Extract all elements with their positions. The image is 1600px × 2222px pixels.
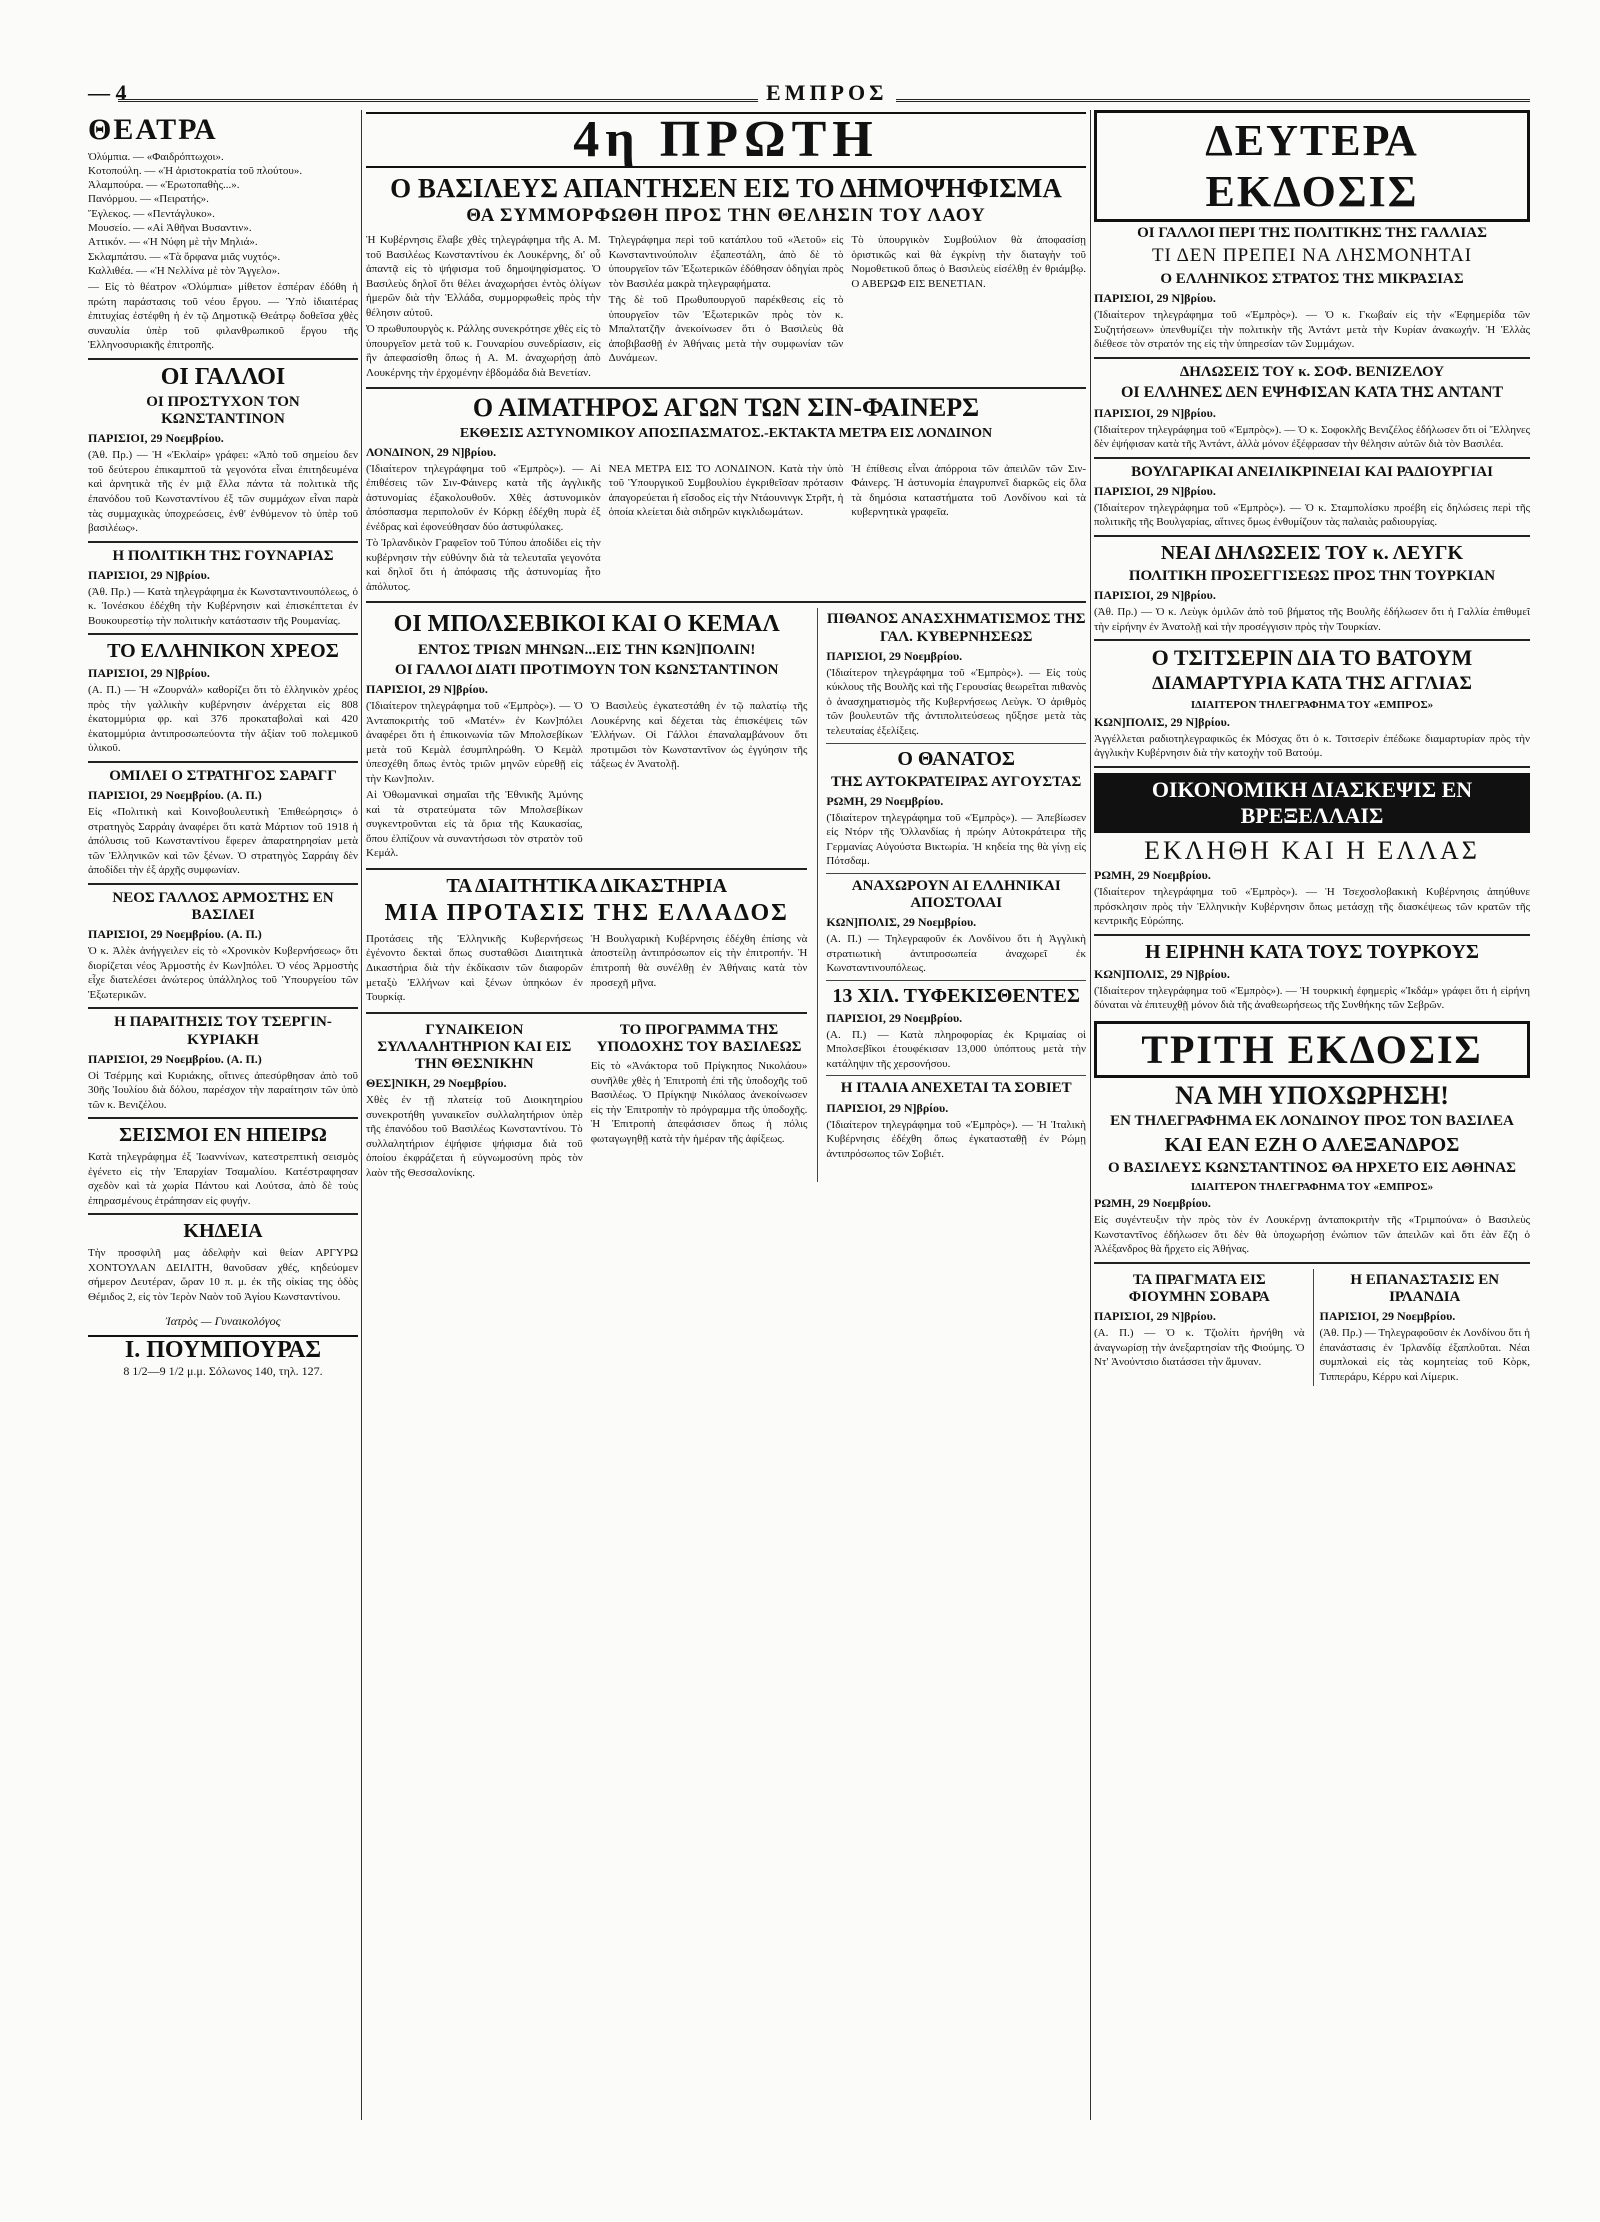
dateline: ΠΑΡΙΣΙΟΙ, 29 Ν]βρίου.: [1094, 588, 1216, 603]
article-text: Ὁ πρωθυπουργὸς κ. Ράλλης συνεκρότησε χθὲς εἰς τὸ ὑπουργεῖον μετὰ τοῦ κ. Γουναρίου συνεδρίασιν, εἰς ἣν ἀπεφασίσθη ὅπως ἡ Α. Μ. ἀναχωρήσῃ ἀπὸ Λουκέρνης τὴν ἐρχομένην ἑβδομάδα διὰ Βενετίαν.: [366, 323, 601, 379]
list-item: Αττικόν. — «Ἡ Νύφη μὲ τὴν Μηλιά».: [88, 236, 258, 249]
divider: [88, 541, 358, 543]
article-subheadline: ΤΙ ΔΕΝ ΠΡΕΠΕΙ ΝΑ ΛΗΣΜΟΝΗΤΑΙ: [1151, 245, 1473, 267]
list-item: Κοτοπούλη. — «Ἡ ἀριστοκρατία τοῦ πλούτου».: [88, 164, 303, 177]
right-column: [1094, 110, 1530, 2120]
article-headline: ΝΕΟΣ ΓΑΛΛΟΣ ΑΡΜΟΣΤΗΣ ΕΝ ΒΑΣΙΛΕΙ: [112, 889, 334, 923]
article-text: Χθὲς ἐν τῇ πλατείᾳ τοῦ Διοικητηρίου συνεκροτήθη γυναικεῖον συλλαλητήριον ὑπὲρ τῆς ἐπανόδου τοῦ Βασιλέως Κωνσταντίνου. Τὸ συλλαλητήριον ἐψήφισε ψήφισμα διὰ τοῦ ὁποίου ἐκφράζεται ἡ εὐγνωμοσύνη πρὸς τὸν λαὸν τῆς Θεσσαλονίκης.: [366, 1094, 583, 1179]
article-subheadline: ΕΚΘΕΣΙΣ ΑΣΤΥΝΟΜΙΚΟΥ ΑΠΟΣΠΑΣΜΑΤΟΣ.-ΕΚΤΑΚΤΑ ΜΕΤΡΑ ΕΙΣ ΛΟΝΔΙΝΟΝ: [459, 425, 993, 441]
article-text: (Α. Π.) — Κατὰ πληροφορίας ἐκ Κριμαίας οἱ Μπολσεβῖκοι ἐτουφέκισαν 13,000 ὑπόπτους μετὰ τὴν κατάληψιν τῆς χερσονήσου.: [826, 1028, 1086, 1070]
article-headline: ΓΥΝΑΙΚΕΙΟΝ ΣΥΛΛΑΛΗΤΗΡΙΟΝ ΚΑΙ ΕΙΣ ΤΗΝ ΘΕΣΝΙΚΗΝ: [377, 1021, 572, 1073]
article-text: Εἰς συγέντευξιν τὴν πρὸς τὸν ἐν Λουκέρνῃ ἀνταποκριτὴν τῆς «Τριμπούνα» ὁ Βασιλεὺς Κωνσταντῖνος ἐδήλωσεν ὅτι δὲν θὰ ὑποχωρήσῃ ἐνώπιον τῶν ἀπειλῶν καὶ ὅτι ἐὰν ἔζη ὁ Ἀλέξανδρος θὰ ἤρχετο εἰς Ἀθήνας.: [1094, 1214, 1530, 1256]
dateline: ΠΑΡΙΣΙΟΙ, 29 Ν]βρίου.: [1094, 291, 1216, 306]
divider: [826, 1075, 1086, 1076]
dateline: ΡΩΜΗ, 29 Νοεμβρίου.: [1094, 868, 1211, 883]
ad-name: Ι. ΠΟΥΜΠΟΥΡΑΣ: [88, 1335, 358, 1364]
divider: [366, 1012, 807, 1014]
article-text: Τηλεγράφημα περὶ τοῦ κατάπλου τοῦ «Ἀετοῦ» εἰς Κωνσταντινούπολιν ἐξαπεστάλη, ἀπὸ δὲ τὸ ὑπουργεῖον τῶν Ἐξωτερικῶν ἐδόθησαν ὁδηγίαι πρὸς τὸν Βασιλέα μακρὰ τηλεγραφήματα.: [608, 234, 844, 290]
article-text: Εἰς τὸ «Ἀνάκτορα τοῦ Πρίγκηπος Νικολάου» συνῆλθε χθὲς ἡ Ἐπιτροπὴ ἐπὶ τῆς ὑποδοχῆς τοῦ Βασιλέως. Ὁ Πρίγκηψ Νικόλαος ἀνεκοίνωσεν εἰς τὴν Ἐπιτροπὴν τὸ πρόγραμμα τῆς ὑποδοχῆς. Ἡ Ἐπιτροπὴ ἀπεφάσισεν ὅπως ἡ πόλις φωταγωγηθῇ κατὰ τὴν ἡμέραν τῆς ἀφίξεως.: [590, 1060, 808, 1145]
dateline: ΠΑΡΙΣΙΟΙ, 29 Ν]βρίου.: [366, 682, 488, 697]
divider: [88, 761, 358, 763]
article-headline: ΟΙ ΜΠΟΛΣΕΒΙΚΟΙ ΚΑΙ Ο ΚΕΜΑΛ: [393, 611, 780, 638]
dateline: ΠΑΡΙΣΙΟΙ, 29 Νοεμβρίου. (Α. Π.): [88, 927, 262, 942]
theatres-title: ΘΕΑΤΡΑ: [88, 113, 218, 146]
main-headline: Ο ΒΑΣΙΛΕΥΣ ΑΠΑΝΤΗΣΕΝ ΕΙΣ ΤΟ ΔΗΜΟΨΗΦΙΣΜΑ: [390, 173, 1062, 203]
newspaper-name: ΕΜΠΡΟΣ: [758, 80, 896, 106]
article-subheadline: ΠΟΛΙΤΙΚΗ ΠΡΟΣΕΓΓΙΣΕΩΣ ΠΡΟΣ ΤΗΝ ΤΟΥΡΚΙΑΝ: [1128, 567, 1496, 584]
article-subheadline: ΟΙ ΕΛΛΗΝΕΣ ΔΕΝ ΕΨΗΦΙΣΑΝ ΚΑΤΑ ΤΗΣ ΑΝΤΑΝΤ: [1120, 384, 1504, 402]
divider: [826, 873, 1086, 874]
article-text: Οἱ Τσέρμης καὶ Κυριάκης, οἵτινες ἀπεσύρθησαν ἀπὸ τοῦ 30ῆς Ἰουλίου διὰ δόλου, παρέσχον τὴν παραίτησιν τῶν ὑπὸ τῶν κ. Βενιζέλου.: [88, 1069, 358, 1111]
divider: [1094, 934, 1530, 936]
article-subheadline: ΕΝ ΤΗΛΕΓΡΑΦΗΜΑ ΕΚ ΛΟΝΔΙΝΟΥ ΠΡΟΣ ΤΟΝ ΒΑΣΙΛΕΑ: [1110, 1113, 1514, 1130]
divider: [88, 633, 358, 635]
divider: [88, 1213, 358, 1215]
article-headline: Ο ΑΙΜΑΤΗΡΟΣ ΑΓΩΝ ΤΩΝ ΣΙΝ-ΦΑΙΝΕΡΣ: [472, 393, 980, 423]
article-text: (Ἰδιαίτερον τηλεγράφημα τοῦ «Ἐμπρὸς»). — Ἡ τουρκικὴ ἐφημερὶς «Ἰκδάμ» γράφει ὅτι ἡ εἰρήνη δύναται νὰ ἐπιτευχθῇ μόνον διὰ τῆς ἀναθεωρήσεως τῆς Συνθήκης τῶν Σεβρῶν.: [1094, 984, 1530, 1012]
divider: [1094, 357, 1530, 359]
article-headline: ΣΕΙΣΜΟΙ ΕΝ ΗΠΕΙΡΩ: [119, 1124, 327, 1147]
article-headline: ΟΙ ΓΑΛΛΟΙ: [160, 363, 286, 390]
divider: [1094, 766, 1530, 768]
article-text: Προτάσεις τῆς Ἑλληνικῆς Κυβερνήσεως ἐγένοντο δεκταὶ ὅπως συσταθῶσι Διαιτητικὰ Δικαστήρια διὰ τὴν ἐκδίκασιν τῶν διαφορῶν μεταξὺ Ἑλλήνων καὶ ξένων ὑπηκόων ἐν Τουρκίᾳ.: [366, 932, 583, 1004]
article-headline: ΝΕΑΙ ΔΗΛΩΣΕΙΣ ΤΟΥ κ. ΛΕΥΓΚ: [1160, 541, 1464, 564]
article-text: (Ἰδιαίτερον τηλεγράφημα τοῦ «Ἐμπρὸς»). — Ἀπεβίωσεν εἰς Ντόρν τῆς Ὀλλανδίας ἡ πρώην Αὐτοκράτειρα τῆς Γερμανίας Αὐγούστα Βικτωρία. Ἡ κηδεία της θὰ γίνῃ εἰς Πότσδαμ.: [826, 811, 1086, 868]
article-subheadline: ΙΔΙΑΙΤΕΡΟΝ ΤΗΛΕΓΡΑΦΗΜΑ ΤΟΥ «ΕΜΠΡΟΣ»: [1190, 699, 1434, 712]
article-headline: ΚΗΔΕΙΑ: [183, 1220, 263, 1243]
article-subheadline: ΟΙ ΓΑΛΛΟΙ ΔΙΑΤΙ ΠΡΟΤΙΜΟΥΝ ΤΟΝ ΚΩΝΣΤΑΝΤΙΝΟΝ: [394, 661, 779, 678]
article-subheadline: ΚΑΙ ΕΑΝ ΕΖΗ Ο ΑΛΕΞΑΝΔΡΟΣ: [1164, 1134, 1460, 1157]
masthead: [88, 80, 1530, 104]
dateline: ΚΩΝ]ΠΟΛΙΣ, 29 Νοεμβρίου.: [826, 915, 977, 930]
article-headline: ΟΜΙΛΕΙ Ο ΣΤΡΑΤΗΓΟΣ ΣΑΡΑΓΓ: [109, 767, 337, 784]
dateline: ΘΕΣ]ΝΙΚΗ, 29 Νοεμβρίου.: [366, 1076, 507, 1091]
article-body: [366, 231, 1086, 382]
list-item: Καλλιθέα. — «Ἡ Νελλίνα μὲ τὸν Ἄγγελο».: [88, 264, 280, 277]
edition-title: ΤΡΙΤΗ ΕΚΔΟΣΙΣ: [1094, 1021, 1530, 1078]
article-text: Κατὰ τηλεγράφημα ἐξ Ἰωαννίνων, κατεστρεπτικὴ σεισμὸς ἐγένετο εἰς τὴν Ἐπαρχίαν Τσαμαλίου. Κατέστραφησαν σχεδὸν καὶ τὰ χωρία Πάντου καὶ Λούτσα, ἀπὸ δὲ τοὺς ἐπηρασμένους ἐτράπησαν εἰς φυγήν.: [88, 1151, 358, 1207]
dateline: ΠΑΡΙΣΙΟΙ, 29 Ν]βρίου.: [1094, 1309, 1216, 1324]
article-text: Τὸ ὑπουργικὸν Συμβούλιον θὰ ἀποφασίσῃ ὁριστικῶς καὶ θὰ ἐγκρίνῃ τὴν διαταγὴν τοῦ Νομοθετικοῦ ὅπως ὁ Βασιλεὺς εἰσέλθῃ ἐν θριάμβῳ. Ο ΑΒΕΡΩΦ ΕΙΣ ΒΕΝΕΤΙΑΝ.: [851, 234, 1086, 290]
article-text: (Ἀθ. Πρ.) — Ὁ κ. Λεὺγκ ὁμιλῶν ἀπὸ τοῦ βήματος τῆς Βουλῆς ἐδήλωσεν ὅτι ἡ Γαλλία ἐπιθυμεῖ τὴν εἰρήνην ἐν Ἀνατολῇ καὶ τὴν προσέγγισιν πρὸς τὴν Τουρκίαν.: [1094, 606, 1530, 633]
article-text: (Ἀθ. Πρ.) — Ἡ «Ἐκλαίρ» γράφει: «Ἀπὸ τοῦ σημείου δεν τοῦ δεύτερου ἐπικαμπτοῦ τὰ γεγονότα εἶναι ἐπιτηδευμένα καὶ ἀρνητικὰ τῆς ἐν μιᾷ ἔλλα πάντα τὰ πολιτικὰ τῆς ἐπανόδου τοῦ Κωνσταντίνου ἐξ τῶν συμμάχων εἶναι παρὰ τὰς συμμαχικὰς ὑποχρεώσεις, ἐνθ' ἐνθύμενον τὸ ὑπὲρ τοῦ βασιλέως».: [88, 449, 358, 535]
list-item: Μουσείο. — «Αἱ Ἀθῆναι Βυσαντιν».: [88, 221, 252, 234]
article-headline: Η ΠΟΛΙΤΙΚΗ ΤΗΣ ΓΟΥΝΑΡΙΑΣ: [112, 547, 334, 564]
article-text: Τῆς δὲ τοῦ Πρωθυπουργοῦ παρέκθεσις εἰς τὸ ὑπουργεῖον τῶν Ἐξωτερικῶν πρὸς τὸν κ. Μπαλτατζῆν ἀνεκοίνωσεν ὅτι ὁ Βασιλεὺς θὰ ἀποβιβασθῇ ἐν Ἀθήναις μετὰ τὴν συμφωνίαν τῶν Δυνάμεων.: [608, 294, 844, 365]
article-text: (Ἰδιαίτερον τηλεγράφημα τοῦ «Ἐμπρὸς»). — Ὁ κ. Γκωβαίν εἰς τὴν «Ἐφημερίδα τῶν Συζητήσεων» ὑπενθυμίζει τὴν πολιτικὴν τῆς Ἀντάντ μετὰ τὴν Κυρίαν ἀνακωχήν. Ἡ Ἑλλὰς διέθεσε τὸν στρατόν της εἰς τὴν ὑπηρεσίαν τῶν Συμμάχων.: [1094, 309, 1530, 351]
article-headline: Ο ΘΑΝΑΤΟΣ: [897, 747, 1016, 770]
theatres-list: [88, 150, 358, 279]
article-headline: ΤΟ ΠΡΟΓΡΑΜΜΑ ΤΗΣ ΥΠΟΔΟΧΗΣ ΤΟΥ ΒΑΣΙΛΕΩΣ: [596, 1021, 802, 1055]
ad-subtitle: Ἰατρὸς — Γυναικολόγος: [165, 1314, 281, 1329]
page-number: — 4: [88, 80, 127, 105]
dateline: ΠΑΡΙΣΙΟΙ, 29 Νοεμβρίου.: [1319, 1309, 1456, 1324]
article-headline: 13 ΧΙΛ. ΤΥΦΕΚΙΣΘΕΝΤΕΣ: [832, 984, 1080, 1007]
list-item: Ἀλαμπούρα. — «Ἐρωτοπαθὴς...».: [88, 179, 240, 192]
article-headline: ΤΑ ΔΙΑΙΤΗΤΙΚΑ ΔΙΚΑΣΤΗΡΙΑ: [446, 874, 728, 897]
article-text: Τὸ Ἰρλανδικὸν Γραφεῖον τοῦ Τύπου ἀποδίδει εἰς τὴν κυβέρνησιν τὴν εὐθύνην διὰ τὰ τελευταῖα γεγονότα καὶ δηλοῖ ὅτι ἡ ἀπόφασις τῆς ἀστυνομίας ἦτο ἀπόλυτος.: [366, 537, 601, 593]
column-divider: [1090, 110, 1091, 2120]
dateline: ΠΑΡΙΣΙΟΙ, 29 Νοεμβρίου.: [826, 648, 963, 663]
list-item: Σκλαμπάτσυ. — «Τὰ ὄρφανα μιᾶς νυχτός».: [88, 250, 281, 263]
edition-title: 4η ΠΡΩΤΗ: [366, 112, 1086, 168]
article-subheadline: ΔΙΑΜΑΡΤΥΡΙΑ ΚΑΤΑ ΤΗΣ ΑΓΓΛΙΑΣ: [1152, 673, 1472, 695]
article-headline: ΝΑ ΜΗ ΥΠΟΧΩΡΗΣΗ!: [1175, 1080, 1449, 1110]
article-subheadline: Ο ΒΑΣΙΛΕΥΣ ΚΩΝΣΤΑΝΤΙΝΟΣ ΘΑ ΗΡΧΕΤΟ ΕΙΣ ΑΘΗΝΑΣ: [1108, 1160, 1516, 1177]
article-text: Ἡ ἐπίθεσις εἶναι ἀπόρροια τῶν ἀπειλῶν τῶν Σιν-Φάινερς. Ἡ ἀστυνομία ἐπαγρυπνεῖ διαρκῶς εἰς ὅλα τὰ δημόσια καταστήματα τοῦ Λονδίνου καὶ τὰ κυβερνητικὰ γραφεῖα.: [851, 462, 1086, 519]
edition-title: ΔΕΥΤΕΡΑ ΕΚΔΟΣΙΣ: [1094, 110, 1530, 222]
divider: [88, 1117, 358, 1119]
dateline: ΠΑΡΙΣΙΟΙ, 29 Ν]βρίου.: [1094, 483, 1216, 498]
article-text: (Ἰδιαίτερον τηλεγράφημα τοῦ «Ἐμπρὸς»). — Ὁ Ἀνταποκριτὴς τοῦ «Ματέν» ἐν Κων]πόλει ἀναφέρει ὅτι ἡ ἐπικοινωνία τῶν Μπολσεβίκων μετὰ τοῦ Κεμὰλ ἐσυμπληρώθη. Ὁ Κεμὰλ ὑπεσχέθη ὅπως ἐντὸς τριῶν μηνῶν εὑρεθῇ εἰς τὴν Κων]πολιν.: [366, 700, 583, 785]
article-headline: ΟΙ ΓΑΛΛΟΙ ΠΕΡΙ ΤΗΣ ΠΟΛΙΤΙΚΗΣ ΤΗΣ ΓΑΛΛΙΑΣ: [1137, 225, 1487, 241]
middle-column: [366, 110, 1086, 2120]
article-headline: ΤΑ ΠΡΑΓΜΑΤΑ ΕΙΣ ΦΙΟΥΜΗΝ ΣΟΒΑΡΑ: [1128, 1271, 1270, 1306]
ad-hours: 8 1/2—9 1/2 μ.μ. Σόλωνος 140, τηλ. 127.: [123, 1364, 323, 1379]
dateline: ΠΑΡΙΣΙΟΙ, 29 Ν]βρίου.: [826, 1100, 949, 1115]
article-text: (Ἀθ. Πρ.) — Τηλεγραφοῦσιν ἐκ Λονδίνου ὅτι ἡ ἐπανάστασις ἐν Ἰρλανδίᾳ ἐξαπλοῦται. Νέαι συμπλοκαὶ εἰς τὰς κομητείας τοῦ Κὸρκ, Τιππεράρυ, Κέρρυ καὶ Λίμερικ.: [1319, 1327, 1530, 1383]
article-body: [366, 460, 1086, 597]
article-text: (Ἰδιαίτερον τηλεγράφημα τοῦ «Ἐμπρὸς»). — Ἡ Τσεχοσλοβακικὴ Κυβέρνησις ἀπηύθυνε πρόσκλησιν πρὸς τὴν Ἑλληνικὴν Κυβέρνησιν ὅπως μετάσχῃ τῆς διασκέψεως τῶν κρατῶν τῆς κεντρικῆς Εὐρώπης.: [1094, 886, 1530, 928]
article-headline: ΔΗΛΩΣΕΙΣ ΤΟΥ κ. ΣΟΦ. ΒΕΝΙΖΕΛΟΥ: [1179, 363, 1445, 380]
article-text: (Ἰδιαίτερον τηλεγράφημα τοῦ «Ἐμπρὸς»). — Ἡ Ἰταλικὴ Κυβέρνησις ἐδέχθη ὅπως ἐγκατασταθῇ ἐν Ρώμῃ ἀντιπρόσωπος τῶν Σοβιέτ.: [826, 1118, 1086, 1160]
divider: [1094, 639, 1530, 641]
article-text: Ὁ Βασιλεὺς ἐγκατεστάθη ἐν τῷ παλατίῳ τῆς Λουκέρνης καὶ δέχεται τὰς ἐπισκέψεις τῶν Ἑλλήνων. Οἱ Γάλλοι ἐπαναλαμβάνουν ὅτι προτιμῶσι τὸν Κωνσταντῖνον ὡς ἐγγύησιν τῆς τάξεως ἐν Ἀνατολῇ.: [590, 700, 808, 771]
divider: [366, 868, 807, 870]
divider: [366, 601, 1086, 603]
list-item: Ἔγλεκος. — «Πεντάγλυκο».: [88, 207, 215, 220]
article-text: Ἀγγέλλεται ραδιοτηλεγραφικῶς ἐκ Μόσχας ὅτι ὁ κ. Τσιτσερὶν ἐπέδωκε διαμαρτυρίαν πρὸς τὴν ἀγγλικὴν Κυβέρνησιν διὰ τὴν κατοχὴν τοῦ Βατούμ.: [1094, 732, 1530, 760]
dateline: ΠΑΡΙΣΙΟΙ, 29 Νοεμβρίου. (Α. Π.): [88, 1051, 262, 1066]
dateline: ΠΑΡΙΣΙΟΙ, 29 Νοεμβρίου. (Α. Π.): [88, 788, 262, 803]
article-text: (Ἀθ. Πρ.) — Κατὰ τηλεγράφημα ἐκ Κωνσταντινουπόλεως, ὁ κ. Ἰονέσκου ἐδέχθη τὴν Κυβέρνησιν καὶ ἐπισκέπτεται ἐν Βουκουρεστίῳ τὴν πολιτικὴν κατάστασιν τῆς Ρουμανίας.: [88, 585, 358, 627]
article-row: [366, 608, 1086, 1182]
article-headline: ΠΙΘΑΝΟΣ ΑΝΑΣΧΗΜΑΤΙΣΜΟΣ ΤΗΣ ΓΑΛ. ΚΥΒΕΡΝΗΣΕΩΣ: [826, 611, 1086, 645]
article-text: ΝΕΑ ΜΕΤΡΑ ΕΙΣ ΤΟ ΛΟΝΔΙΝΟΝ. Κατὰ τὴν ὑπὸ τοῦ Ὑπουργικοῦ Συμβουλίου ἐγκριθεῖσαν πρότασιν ἀπαγορεύεται ἡ εἴσοδος εἰς τὴν Ντάουνινγκ Στρῆτ, ἡ ὁποία κλείεται διὰ σιδηρῶν κιγκλιδωμάτων.: [608, 462, 844, 519]
article-headline: Η ΕΠΑΝΑΣΤΑΣΙΣ ΕΝ ΙΡΛΑΝΔΙΑ: [1350, 1271, 1500, 1306]
article-row: [1094, 1269, 1530, 1387]
article-text: (Α. Π.) — Ὁ κ. Τζιολίτι ἠρνήθη νὰ ἀναγνωρίσῃ τὴν ἀνεξαρτησίαν τῆς Φιούμης. Ὁ Ντ' Ἀνούντσιο διατάσσει τὴν ἄμυναν.: [1094, 1327, 1305, 1369]
article-headline: Η ΙΤΑΛΙΑ ΑΝΕΧΕΤΑΙ ΤΑ ΣΟΒΙΕΤ: [840, 1080, 1072, 1097]
divider: [1094, 535, 1530, 537]
dateline: ΚΩΝ]ΠΟΛΙΣ, 29 Ν]βρίου.: [1094, 714, 1230, 729]
list-item: Πανόρμου. — «Πειρατής».: [88, 193, 209, 206]
dateline: ΡΩΜΗ, 29 Νοεμβρίου.: [826, 793, 944, 808]
divider: [1094, 1262, 1530, 1264]
article-headline: ΟΙΚΟΝΟΜΙΚΗ ΔΙΑΣΚΕΨΙΣ ΕΝ ΒΡΕΞΕΛΛΑΙΣ: [1094, 773, 1530, 833]
article-text: (Α. Π.) — Τηλεγραφοῦν ἐκ Λονδίνου ὅτι ἡ Ἀγγλικὴ στρατιωτικὴ ἀντιπροσωπεία ἀναχωρεῖ ἐκ Κωνσταντινουπόλεως.: [826, 933, 1086, 975]
article-text: (Ἰδιαίτερον τηλεγράφημα τοῦ «Ἐμπρὸς»). — Αἱ ἐπιθέσεις τῶν Σιν-Φάινερς κατὰ τῆς ἀγγλικῆς ἀστυνομίας ἐξακολουθοῦν. Χθὲς ἀστυνομικὸν ἀπόσπασμα περιπολοῦν ἐν Κόρκῃ ἐδέχθη πυρὰ ἐξ ἐνέδρας καὶ ἐφονεύθησαν δύο ἀστυφύλακες.: [366, 462, 601, 533]
divider: [88, 358, 358, 360]
dateline: ΠΑΡΙΣΙΟΙ, 29 Νοεμβρίου.: [88, 431, 224, 446]
article-text: — Εἰς τὸ θέατρον «Ὀλύμπια» μίθετον ἑσπέραν ἐδόθη ἡ πρώτη παράστασις τοῦ νέου ἔργου. — Ὑπὸ ἰδιαιτέρας ἐπιτυχίας ἐστέφθη ἡ ἐν τῷ Δημοτικῷ Θεάτρῳ δοθεῖσα χθὲς συναυλία ὑπὲρ τοῦ φιλανθρωπικοῦ ἔργου τῆς Ἑλληνοσυριακῆς ἐπιτροπῆς.: [88, 281, 358, 352]
article-subheadline: ΕΚΛΗΘΗ ΚΑΙ Η ΕΛΛΑΣ: [1144, 835, 1480, 865]
article-headline: Η ΠΑΡΑΙΤΗΣΙΣ ΤΟΥ ΤΣΕΡΓΙΝ-ΚΥΡΙΑΚΗ: [114, 1014, 332, 1048]
article-headline: Ο ΤΣΙΤΣΕΡΙΝ ΔΙΑ ΤΟ ΒΑΤΟΥΜ: [1151, 645, 1473, 671]
dateline: ΠΑΡΙΣΙΟΙ, 29 Ν]βρίου.: [88, 666, 210, 681]
left-column: [88, 110, 358, 2120]
article-headline: ΤΟ ΕΛΛΗΝΙΚΟΝ ΧΡΕΟΣ: [107, 640, 339, 663]
main-subheadline: ΘΑ ΣΥΜΜΟΡΦΩΘΗ ΠΡΟΣ ΤΗΝ ΘΕΛΗΣΙΝ ΤΟΥ ΛΑΟΥ: [466, 205, 986, 227]
divider: [1094, 457, 1530, 459]
article-headline: Η ΕΙΡΗΝΗ ΚΑΤΑ ΤΟΥΣ ΤΟΥΡΚΟΥΣ: [1145, 940, 1479, 963]
divider: [88, 1007, 358, 1009]
article-text: (Α. Π.) — Ἡ «Ζουρνάλ» καθορίζει ὅτι τὸ ἑλληνικὸν χρέος πρὸς τὴν γαλλικὴν κυβέρνησιν ἀνέρχεται εἰς 808 ἑκατομμύρια φρ. καὶ 376 προκαταβολαὶ καὶ 420 ἑκατομμύρια ἀντιπροσωπεύοντα τὴν ἀξίαν τοῦ πολεμικοῦ ὑλικοῦ.: [88, 684, 358, 755]
article-subheadline: ΙΔΙΑΙΤΕΡΟΝ ΤΗΛΕΓΡΑΦΗΜΑ ΤΟΥ «ΕΜΠΡΟΣ»: [1190, 1180, 1434, 1193]
dateline: ΚΩΝ]ΠΟΛΙΣ, 29 Ν]βρίου.: [1094, 966, 1230, 981]
article-text: Τὴν προσφιλῆ μας ἀδελφὴν καὶ θείαν ΑΡΓΥΡΩ ΧΟΝΤΟΥΛΑΝ ΔΕΙΛΙΤΗ, θανοῦσαν χθές, κηδεύομεν σήμερον Δευτέραν, ὥραν 10 π. μ. ἐκ τῆς οἰκίας της ὁδὸς Θέμιδος 2, εἰς τὸν Ἱερὸν Ναὸν τοῦ Ἁγίου Κωνσταντίνου.: [88, 1247, 358, 1303]
article-subheadline: ΕΝΤΟΣ ΤΡΙΩΝ ΜΗΝΩΝ...ΕΙΣ ΤΗΝ ΚΩΝ]ΠΟΛΙΝ!: [417, 641, 756, 658]
divider: [88, 883, 358, 885]
article-text: (Ἰδιαίτερον τηλεγράφημα τοῦ «Ἐμπρὸς»). — Ὁ κ. Σταμπολίσκυ προέβη εἰς δηλώσεις περὶ τῆς πολιτικῆς τῆς Βουλγαρίας, αἵτινες ὅμως ἐνθυμίζουν τὰς παλαιὰς ραδιουργίας.: [1094, 501, 1530, 529]
dateline: ΠΑΡΙΣΙΟΙ, 29 Ν]βρίου.: [88, 567, 210, 582]
dateline: ΡΩΜΗ, 29 Νοεμβρίου.: [1094, 1196, 1211, 1211]
dateline: ΠΑΡΙΣΙΟΙ, 29 Ν]βρίου.: [1094, 405, 1216, 420]
article-subheadline: Ο ΕΛΛΗΝΙΚΟΣ ΣΤΡΑΤΟΣ ΤΗΣ ΜΙΚΡΑΣΙΑΣ: [1160, 271, 1464, 288]
divider: [826, 743, 1086, 744]
article-headline: ΑΝΑΧΩΡΟΥΝ ΑΙ ΕΛΛΗΝΙΚΑΙ ΑΠΟΣΤΟΛΑΙ: [851, 877, 1061, 912]
article-headline: ΒΟΥΛΓΑΡΙΚΑΙ ΑΝΕΙΛΙΚΡΙΝΕΙΑΙ ΚΑΙ ΡΑΔΙΟΥΡΓΙΑΙ: [1131, 463, 1493, 480]
divider: [366, 387, 1086, 389]
article-subheadline: ΜΙΑ ΠΡΟΤΑΣΙΣ ΤΗΣ ΕΛΛΑΔΟΣ: [384, 899, 789, 926]
article-text: Ἡ Βουλγαρικὴ Κυβέρνησις ἐδέχθη ἐπίσης νὰ ἀποστείλῃ ἀντιπρόσωπον εἰς τὴν ἐπιτροπήν. Ἡ ἐπιτροπὴ θὰ συνέλθῃ ἐν Ἀθήναις κατὰ τὸν προσεχῆ μῆνα.: [590, 932, 808, 989]
article-subheadline: ΤΗΣ ΑΥΤΟΚΡΑΤΕΙΡΑΣ ΑΥΓΟΥΣΤΑΣ: [831, 773, 1082, 790]
article-subheadline: ΟΙ ΠΡΟΣΤΥΧΟΝ ΤΟΝ ΚΩΝΣΤΑΝΤΙΝΟΝ: [146, 393, 300, 428]
article-text: (Ἰδιαίτερον τηλεγράφημα τοῦ «Ἐμπρὸς»). — Ὁ κ. Σοφοκλῆς Βενιζέλος ἐδήλωσεν ὅτι οἱ Ἕλληνες δὲν ἐψήφισαν κατὰ τῆς Ἀντάντ, ἀλλὰ μόνον ἐξέφρασαν τὴν θέλησιν αὐτῶν διὰ τὸν Βασιλέα.: [1094, 423, 1530, 451]
dateline: ΠΑΡΙΣΙΟΙ, 29 Νοεμβρίου.: [826, 1010, 963, 1025]
list-item: Ὀλύμπια. — «Φαιδρόπτωχοι».: [88, 150, 224, 163]
article-text: Εἰς «Πολιτικὴ καὶ Κοινοβουλευτικὴ Ἐπιθεώρησις» ὁ στρατηγὸς Σαρράιγ ἀναφέρει ὅτι κατὰ Μάρτιον τοῦ 1918 ἡ ἀπόλυσις τοῦ Κωνσταντίνου ἔφερεν ἀπαρατηρησίαν μετὰ τῶν Ἑλληνικῶν καὶ τῶν ξένων. Ὁ στρατηγὸς Σαρράιγ δὲν ἀποδίδει τὴν ἐξ ἀρχῆς συμφωνίαν.: [88, 806, 358, 877]
article-text: Ὁ κ. Ἀλὲκ ἀνήγγειλεν εἰς τὸ «Χρονικὸν Κυβερνήσεως» ὅτι διορίζεται νέος Ἁρμοστὴς ἐν Κων]πόλει. Ὁ νέος Ἁρμοστὴς εἶχε διατελέσει ἀνώτερος ὑπάλληλος τοῦ Ὑπουργείου τῶν Ἐξωτερικῶν.: [88, 945, 358, 1001]
article-text: Ἡ Κυβέρνησις ἔλαβε χθὲς τηλεγράφημα τῆς Α. Μ. τοῦ Βασιλέως Κωνσταντίνου ἐκ Λουκέρνης, δι' οὗ ἀπαντᾷ εἰς τὸ ψήφισμα τοῦ δημοψηφίσματος. Ὁ Βασιλεὺς δηλοῖ ὅτι θέλει ἀναχωρήσει ἐντὸς ὀλίγων ἡμερῶν διὰ τὴν Ἑλλάδα, συμμορφωθεὶς πρὸς τὴν θέλησιν αὐτοῦ.: [366, 234, 601, 319]
column-divider: [361, 110, 362, 2120]
divider: [826, 980, 1086, 981]
dateline: ΛΟΝΔΙΝΟΝ, 29 Ν]βρίου.: [366, 444, 497, 459]
article-text: Αἱ Ὀθωμανικαὶ σημαῖαι τῆς Ἐθνικῆς Ἀμύνης καὶ τὰ στρατεύματα τῶν Μπολσεβίκων συγκεντροῦνται εἰς τὰ ὅρια τῆς Καυκασίας, ὅπου ἐλπίζουν νὰ συναντήσωσι τὸν στρατὸν τοῦ Κεμάλ.: [366, 789, 583, 860]
article-text: (Ἰδιαίτερον τηλεγράφημα τοῦ «Ἐμπρὸς»). — Εἰς τοὺς κύκλους τῆς Βουλῆς καὶ τῆς Γερουσίας θεωρεῖται πιθανὸς ὁ ἀνασχηματισμὸς τῆς Κυβερνήσεως Λεὺγκ. Ὁ ἀριθμὸς τῶν βουλευτῶν τῆς ἀντιπολιτεύσεως ηὔξησε μετὰ τὰς τελευταίας ἐξελίξεις.: [826, 666, 1086, 737]
